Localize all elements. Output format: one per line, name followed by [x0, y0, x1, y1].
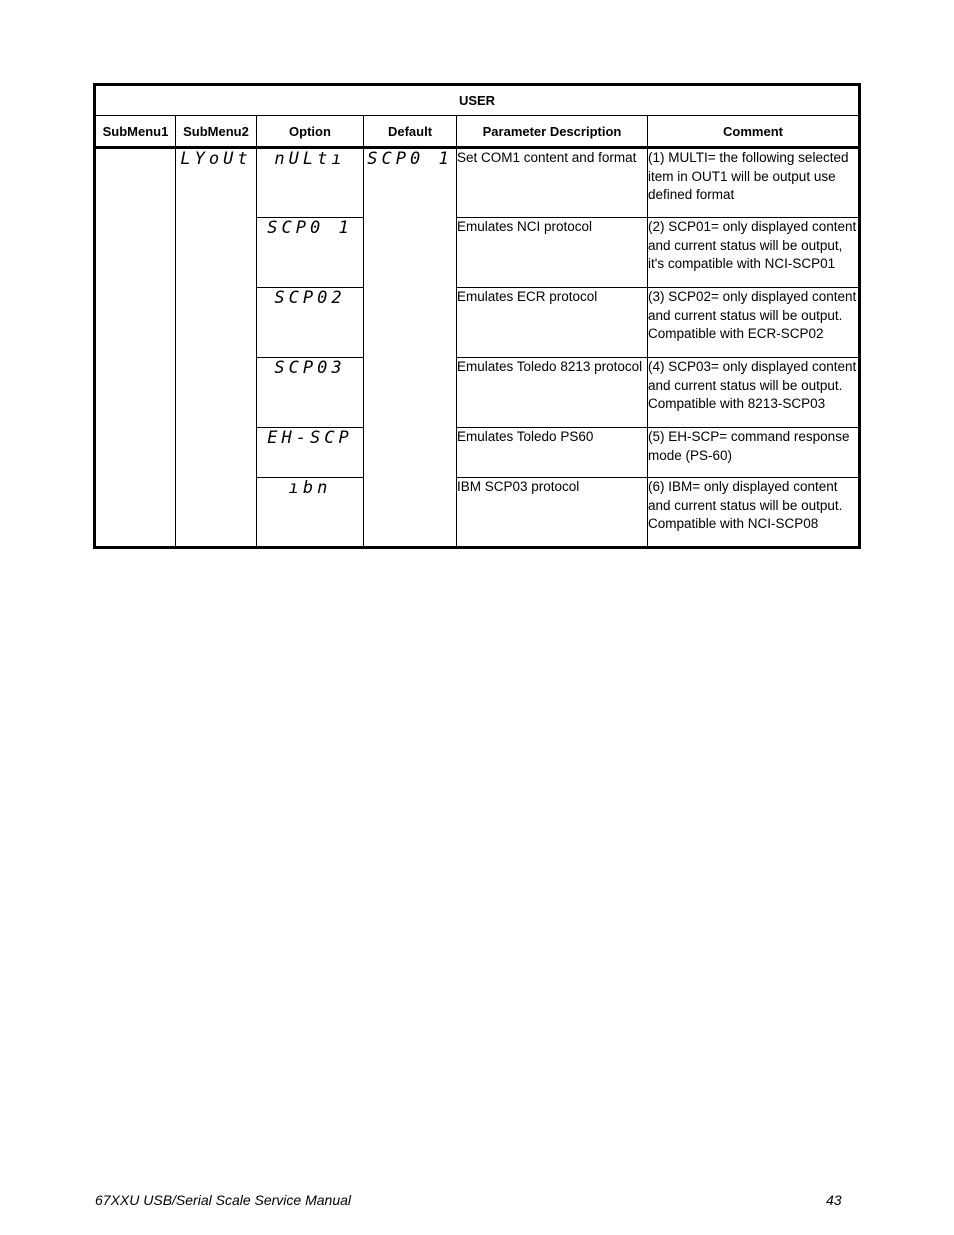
- comment-cell: (3) SCP02= only displayed content and current status will be output. Compatible with ECR-SCP02: [648, 288, 860, 358]
- comment-cell: (2) SCP01= only displayed content and current status will be output, it's compatible with NCI-SCP01: [648, 218, 860, 288]
- table-row: [95, 148, 860, 218]
- description-cell: Emulates Toledo PS60: [457, 428, 648, 478]
- header-submenu2: SubMenu2: [176, 116, 257, 148]
- option-cell: SCP02: [257, 288, 364, 358]
- comment-cell: (6) IBM= only displayed content and current status will be output. Compatible with NCI-SCP08: [648, 478, 860, 548]
- option-cell: nULtı: [257, 148, 364, 218]
- description-cell: IBM SCP03 protocol: [457, 478, 648, 548]
- header-description: Parameter Description: [457, 116, 648, 148]
- comment-cell: (1) MULTI= the following selected item in OUT1 will be output use defined format: [648, 148, 860, 218]
- header-default: Default: [364, 116, 457, 148]
- footer-manual-title: 67XXU USB/Serial Scale Service Manual: [95, 1192, 352, 1208]
- option-cell: ıbn: [257, 478, 364, 548]
- description-cell: Emulates Toledo 8213 protocol: [457, 358, 648, 428]
- comment-cell: (4) SCP03= only displayed content and current status will be output. Compatible with 8213-SCP03: [648, 358, 860, 428]
- footer-page-number: 43: [826, 1192, 842, 1208]
- table-title: USER: [95, 85, 860, 116]
- submenu1-cell: [95, 148, 176, 548]
- header-submenu1: SubMenu1: [95, 116, 176, 148]
- comment-cell: (5) EH-SCP= command response mode (PS-60): [648, 428, 860, 478]
- default-cell: SCP0 1: [364, 148, 457, 548]
- description-cell: Emulates NCI protocol: [457, 218, 648, 288]
- option-cell: EH-SCP: [257, 428, 364, 478]
- user-parameter-table: [93, 83, 861, 549]
- submenu2-cell: LYoUt: [176, 148, 257, 548]
- option-cell: SCP0 1: [257, 218, 364, 288]
- description-cell: Set COM1 content and format: [457, 148, 648, 218]
- option-cell: SCP03: [257, 358, 364, 428]
- description-cell: Emulates ECR protocol: [457, 288, 648, 358]
- header-option: Option: [257, 116, 364, 148]
- header-comment: Comment: [648, 116, 860, 148]
